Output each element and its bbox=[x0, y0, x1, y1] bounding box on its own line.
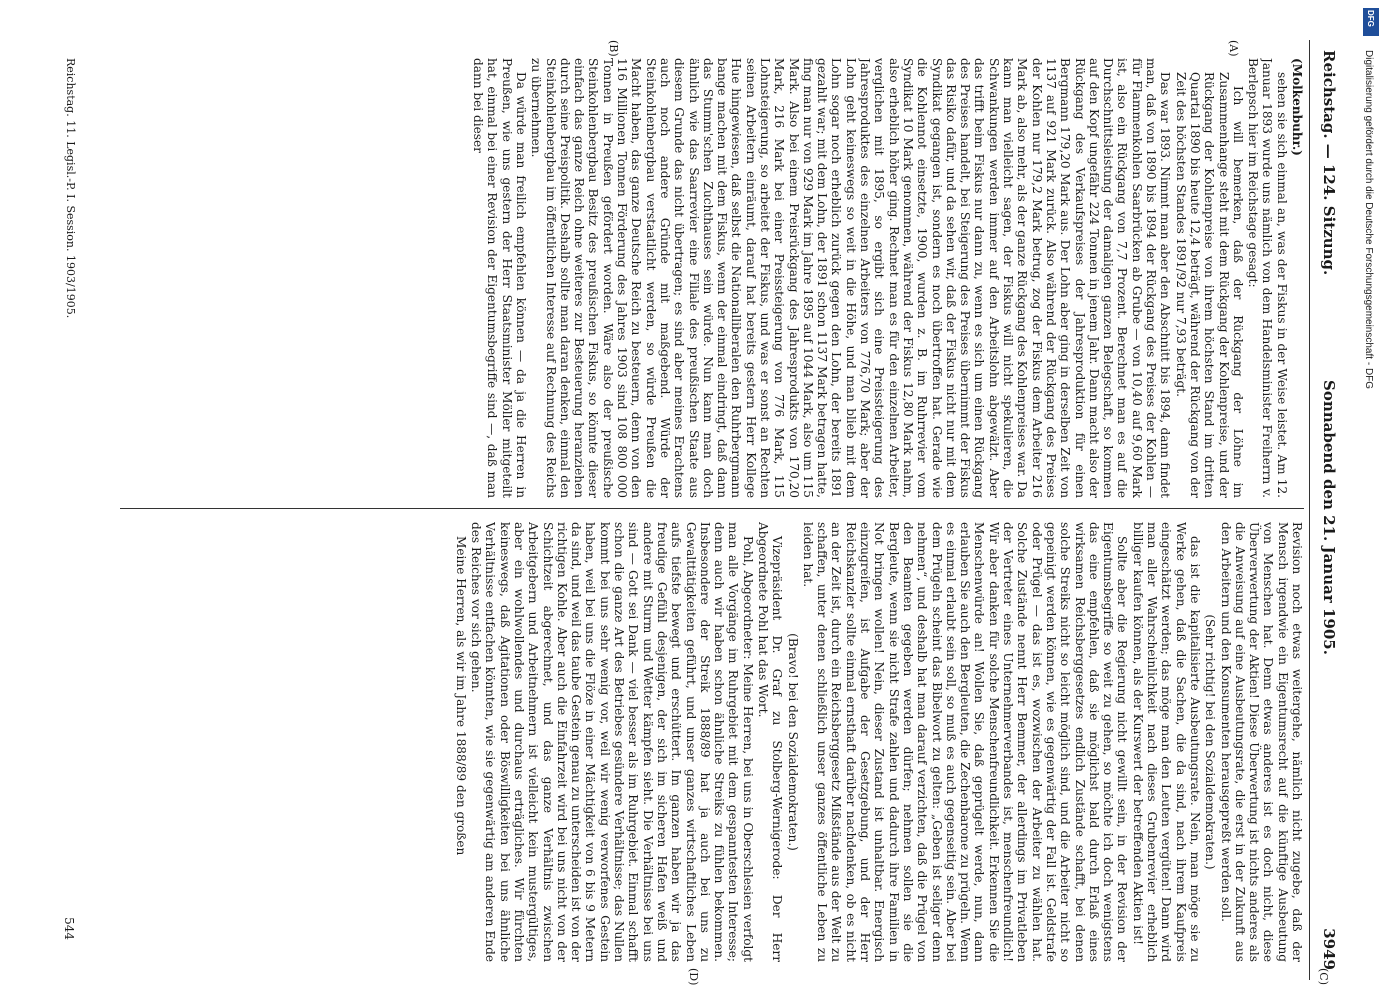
interjection: (Bravo! bei den Sozialdemokraten.) bbox=[785, 633, 800, 851]
rotated-page-frame bbox=[60, 40, 1340, 986]
column-divider bbox=[120, 508, 1304, 509]
paragraph: das ist die kapitalisierte Ausbeutungsrate. Nein, man möge sie zu Werke gehen, daß die Sachen, die da sind, nach ihrem Kaufpreis eingeschätzt werden; das möge man den Leuten vergüten! Dann wird man aller Wahrscheinlichkeit nach dieses Grubenrevier erheblich billiger kaufen können, als der Kurswert der betreffenden Aktien ist! bbox=[1130, 522, 1202, 962]
paragraph: Sollte aber die Regierung nicht gewillt sein, in der Revision der Eigentumsbegriffe so weit zu gehen, so möchte ich doch wenigstens das eine empfehlen, daß sie möglichst bald durch Erlaß eines wirksamen Reichsberggesetzes endlich Zustände schafft, bei denen solche Streiks nicht so leicht möglich sind, und die Arbeiter nicht so gepeinigt werden können, wie es gegenwärtig der Fall ist. Geldstrafe oder Prügel — das ist es, wozwischen der Arbeiter zu wählen hat. Solche Zustände nennt Herr Bemmer, der allerdings im Privatleben der Vertreter eines Unternehmerverbandes ist, menschenfreundlich! Wir aber danken für solche Menschenfreundlichkeit. Erkennen Sie die Menschenwürde an! Wollen Sie, daß geprügelt werde, nun, dann erlauben Sie auch den Bergleuten, die Zechenbarone zu prügeln. Wenn es einmal erlaubt sein soll, so muß es auch gegenseitig sein. Aber bei dem Prügeln scheint das Bibelwort zu gelten: „Geben ist seliger denn nehmen“, und deshalb hat man darauf verzichten, daß die Prügel von den Beamten gegeben werden dürfen; nehmen sollen sie die Bergleute, wenn sie nicht Strafe zahlen und dadurch ihre Familien in Not bringen wollen! Nein, dieser Zustand ist unhaltbar. Energisch einzugreifen, ist Aufgabe der Gesetzgebung, und der Herr Reichskanzler sollte einmal ernsthaft darüber nachdenken, ob es nicht an der Zeit ist, durch ein Reichsberggesetz Mißstände aus der Welt zu schaffen, unter denen schließlich unser ganzes öffentliche Leben zu leiden hat. bbox=[800, 522, 1130, 962]
paragraph: Da würde man freilich empfehlen können — da ja die Herren in Preußen, wie uns gestern der Herr Staatsminister Möller mitgeteilt hat, einmal bei einer Revision der Eigentumsbegriffe sind —, daß man dann bei dieser bbox=[471, 58, 528, 498]
interjection: (Sehr richtig! bei den Sozialdemokraten.) bbox=[1203, 614, 1218, 870]
header-left: Reichstag. — 124. Sitzung. bbox=[1320, 50, 1338, 276]
paragraph: Das war 1893. Nimmt man aber den Abschnitt bis 1894, dann findet man, daß von 1890 bis 1894 der Rückgang des Preises der Kohlen — für Flammenkohlen Saarbrücken ab Grube — von 10,40 auf 9,60 Mark ist, also ein Rückgang von 7,7 Prozent. Berechnet man es auf die Durchschnittsleistung der damaligen ganzen Belegschaft, so kommen auf den Kopf ungefähr 224 Tonnen in jenem Jahr. Dann macht also der Rückgang des Verkaufspreises der Jahresproduktion für einen Bergmann 179,20 Mark aus. Der Lohn aber ging in derselben Zeit von 1137 auf 921 Mark zurück. Also während der Rückgang des Preises der Kohlen nur 179,2 Mark betrug, zog der Fiskus dem Arbeiter 216 Mark ab, also mehr, als der ganze Rückgang des Kohlenpreises war. Da kann man vielleicht sagen, der Fiskus will nicht spekulieren, die Schwankungen werden immer auf den Arbeitslohn abgewälzt. Aber das trifft beim Fiskus nur dann zu, wenn es sich um einen Rückgang des Preises handelt, bei Steigerung des Preises übernimmt der Fiskus das Risiko dafür, und da sehen wir, daß der Fiskus nicht nur mit dem Syndikat gegangen ist, sondern es noch übertroffen hat. Gerade wie die Kohlennot einsetzte, 1900, wurden z. B. im Ruhrrevier vom Syndikat 10 Mark genommen, während der Fiskus 12,80 Mark nahm, also erheblich höher ging. Rechnet man es für den einzelnen Arbeiter, verglichen mit 1895, so ergibt sich eine Preissteigerung des Jahresproduktes des einzelnen Arbeiters von 776,70 Mark; aber der Lohn geht keineswegs so weit in die Höhe, und man blieb mit dem Lohn sogar noch erheblich zurück gegen den Lohn, der bereits 1891 gezahlt war; mit dem Lohn, der 1891 schon 1137 Mark betragen hatte, fing man nur von 929 Mark im Jahre 1895 auf 1044 Mark, also um 115 Mark. Also bei einem Preisrückgang des Jahresprodukts von 170,20 Mark, 216 Mark bei einer Preissteigerung von 776 Mark, 115 Lohnsteigerung, so arbeitet der Fiskus, und was er sonst an Rechten seinen Arbeitern einräumt, darauf hat bereits gestern Herr Kollege Hue hingewiesen, daß selbst die Nationalliberalen den Ruhrbergmann bange machen mit dem Fiskus, wenn der einmal eindringt, daß dann das Stumm'schen Zuchthauses sein würde. Nun kann man doch ähnlich wie das Saarrevier eine Filiale des preußischen Staate aus diesem Grunde das nicht übertragen; es sind aber meines Erachtens auch noch andere Gründe mit maßgebend. Würde der Steinkohlenbergbau verstaatlicht werden, so würde Preußen die Macht haben, das ganze Deutsche Reich zu besteuern, denn von den 116 Millionen Tonnen Förderung des Jahres 1903 sind 108 800 000 Tonnen in Preußen gefördert worden. Wäre also der preußische Steinkohlenbergbau Besitz des preußischen Fiskus, so könnte dieser einfach das ganze Reich ohne weiteres zur Besteuerung heranziehen durch seine Preispolitik. Deshalb sollte man daran denken, einmal den Steinkohlenbergbau im öffentlichen Interesse auf Rechnung des Reichs zu übernehmen. bbox=[529, 58, 1173, 498]
page-header bbox=[1312, 50, 1338, 970]
newspaper-page bbox=[60, 40, 1340, 986]
header-rule bbox=[1309, 40, 1310, 980]
page-footer: Reichstag. 11. Legisl.-P. I. Session. 1903/1905. bbox=[64, 58, 77, 319]
column-left bbox=[80, 58, 1304, 498]
digitization-text: Digitalisierung gefördert durch die Deutsche Forschungsgemeinschaft - DFG bbox=[1363, 50, 1374, 390]
column-right bbox=[80, 522, 1304, 962]
digitization-note bbox=[1361, 10, 1377, 950]
speaker-tag: (Molkenbuhr.) bbox=[1290, 58, 1304, 156]
paragraph: Pohl, Abgeordneter: Meine Herren, bei uns in Oberschlesien verfolgt man alle Vorgänge im Ruhrgebiet mit dem gespanntesten Interesse; denn auch wir haben schon ähnliche Streiks zu fühlen bekommen. Insbesondere der Streik 1888/89 hat ja auch bei uns zu Gewalttätigkeiten geführt, und unser ganzes wirtschaftliches Leben aufs tiefste bewegt und erschüttert. Im ganzen haben wir ja das freudige Gefühl desjenigen, der sich im sicheren Hafen weiß und andere mit Sturm und Wetter kämpfen sieht. Die Verhältnisse bei uns sind — Gott sei Dank — viel besser als im Ruhrgebiet. Einmal schafft schon die ganze Art des Betriebes gesündere Verhältnisse; das Nullen kommt bei uns sehr wenig vor, weil wir wenig verworfenes Gestein haben, weil bei uns die Flöze in einer Mächtigkeit von 6 bis 9 Metern da sind, und weil das taube Gestein genau zu unterscheiden ist von der richtigen Kohle. Aber auch die Einfahrzeit wird bei uns nicht von der Schichtzeit abgerechnet, und das ganze Verhältnis zwischen Arbeitgebern und Arbeitnehmern ist vielleicht kein mustergültiges, aber ein wohlwollendes und durchaus erträgliches. Wir fürchten keineswegs, daß Agitationen oder Böswilligkeiten bei uns ähnliche Verhältnisse entfachen könnten, wie sie gegenwärtig am anderen Ende des Reiches vor sich gehen. bbox=[469, 522, 755, 962]
margin-letter-a: (A) bbox=[1227, 40, 1240, 57]
paragraph: Revision noch etwas weitergehe, nämlich nicht zugebe, daß der Mensch irgendwie ein Eigentumsrecht auf die künftige Ausbeutung von Menschen hat. Denn etwas anderes ist es doch nicht, diese Überverwertung der Aktien! Diese Überwertung ist nichts anderes als die Anweisung auf eine Ausbeutungsrate, die erst in der Zukunft aus den Arbeitern und den Konsumenten herausgepreßt werden soll. bbox=[1218, 522, 1304, 962]
dfg-logo-text: DFG bbox=[1366, 10, 1375, 27]
paragraph: Meine Herren, als wir im Jahre 1888/89 den großen bbox=[453, 536, 468, 856]
header-date: Sonnabend den 21. Januar 1905. bbox=[1320, 380, 1338, 655]
margin-letter-b: (B) bbox=[607, 40, 620, 57]
margin-letter-d: (D) bbox=[687, 968, 700, 986]
dfg-logo bbox=[1363, 8, 1379, 36]
quote-paragraph: Ich will bemerken, daß der Rückgang der Löhne im Zusammenhange steht mit dem Rückgang der Kohlenpreise, und der Rückgang der Kohlenpreise von ihrem höchsten Stand im dritten Quartal 1890 bis heute 12,4 beträgt, während der Rückgang von der Zeit des höchsten Standes 1891/92 nur 7,93 beträgt. bbox=[1173, 72, 1245, 498]
margin-letter-c: (C) bbox=[1317, 968, 1330, 985]
paragraph: Vizepräsident Dr. Graf zu Stolberg-Wernigerode: Der Herr Abgeordnete Pohl hat das Wort. bbox=[756, 522, 785, 962]
paragraph: sehen sie sich einmal an, was der Fiskus in der Weise leistet. Am 12. Januar 1893 wurde uns nämlich von dem Handelsminister Freiherrn v. Berlepsch hier im Reichstage gesagt: bbox=[1246, 58, 1289, 498]
footer-page-number: 544 bbox=[62, 917, 76, 940]
header-page-number: 3949 bbox=[1320, 928, 1338, 970]
